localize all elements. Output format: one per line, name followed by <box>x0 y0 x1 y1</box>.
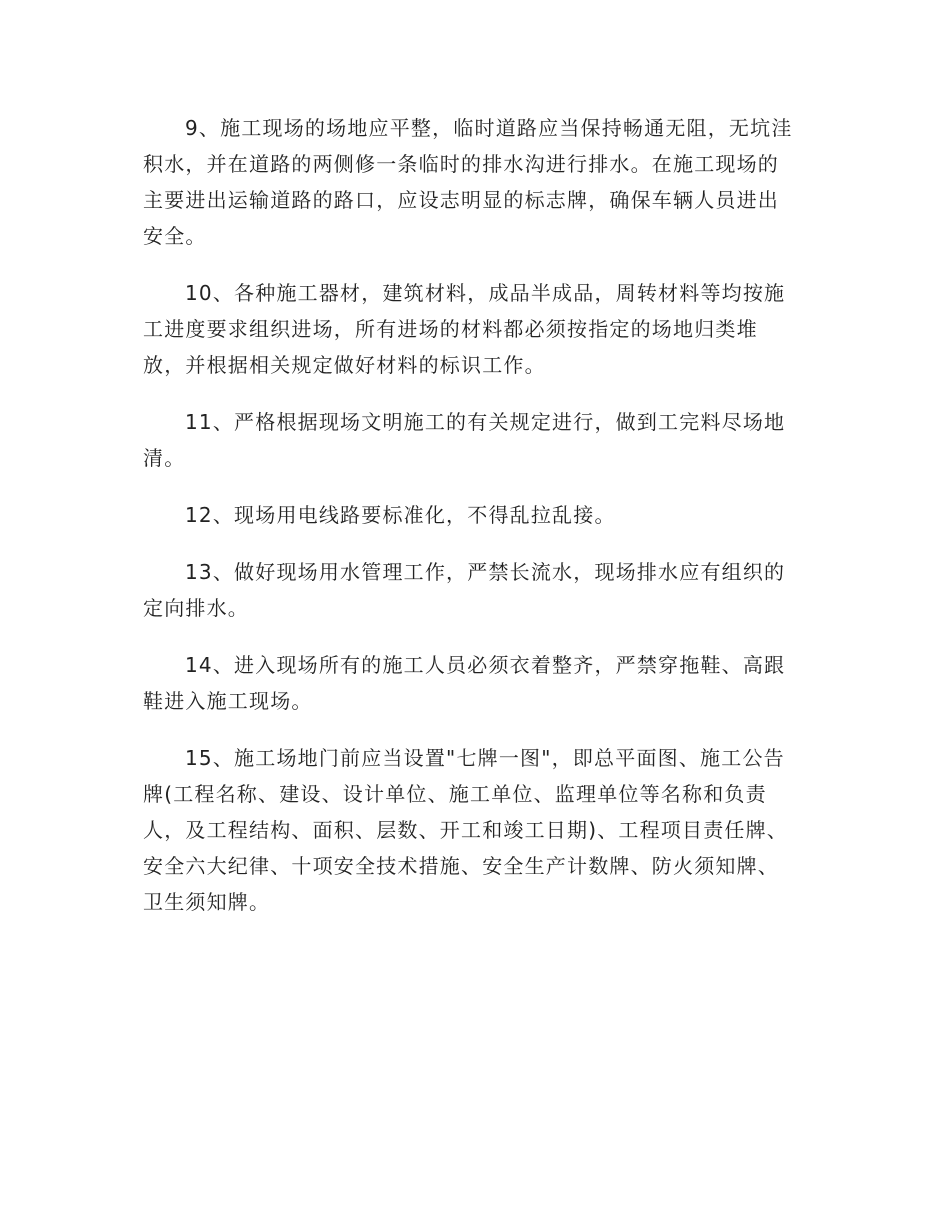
paragraph-item-12 <box>143 497 808 533</box>
paragraph-item-15 <box>143 740 808 920</box>
text-line: 鞋进入施工现场。 <box>143 689 313 713</box>
text-line: 安全。 <box>143 224 207 248</box>
paragraph-item-14 <box>143 647 808 719</box>
text-line: 工进度要求组织进场，所有进场的材料都必须按指定的场地归类堆 <box>143 317 758 341</box>
text-line: 主要进出运输道路的路口，应设志明显的标志牌，确保车辆人员进出 <box>143 188 779 212</box>
text-line: 人，及工程结构、面积、层数、开工和竣工日期)、工程项目责任牌、 <box>143 818 789 842</box>
text-line: 15、施工场地门前应当设置"七牌一图"，即总平面图、施工公告 <box>185 746 785 770</box>
paragraph-item-11 <box>143 404 808 476</box>
text-line: 清。 <box>143 446 186 470</box>
text-line: 积水，并在道路的两侧修一条临时的排水沟进行排水。在施工现场的 <box>143 152 779 176</box>
document-body <box>143 110 808 941</box>
text-line: 9、施工现场的场地应平整，临时道路应当保持畅通无阻，无坑洼 <box>185 116 793 140</box>
text-line: 13、做好现场用水管理工作，严禁长流水，现场排水应有组织的 <box>185 560 786 584</box>
paragraph-item-9 <box>143 110 808 254</box>
text-line: 放，并根据相关规定做好材料的标识工作。 <box>143 353 546 377</box>
text-line: 10、各种施工器材，建筑材料，成品半成品，周转材料等均按施 <box>185 281 786 305</box>
text-line: 定向排水。 <box>143 596 249 620</box>
paragraph-item-13 <box>143 554 808 626</box>
text-line: 牌(工程名称、建设、设计单位、施工单位、监理单位等名称和负责 <box>143 782 767 806</box>
text-line: 卫生须知牌。 <box>143 890 271 914</box>
text-line: 安全六大纪律、十项安全技术措施、安全生产计数牌、防火须知牌、 <box>143 854 779 878</box>
text-line: 12、现场用电线路要标准化，不得乱拉乱接。 <box>185 503 616 527</box>
text-line: 14、进入现场所有的施工人员必须衣着整齐，严禁穿拖鞋、高跟 <box>185 653 786 677</box>
paragraph-item-10 <box>143 275 808 383</box>
text-line: 11、严格根据现场文明施工的有关规定进行，做到工完料尽场地 <box>185 410 786 434</box>
